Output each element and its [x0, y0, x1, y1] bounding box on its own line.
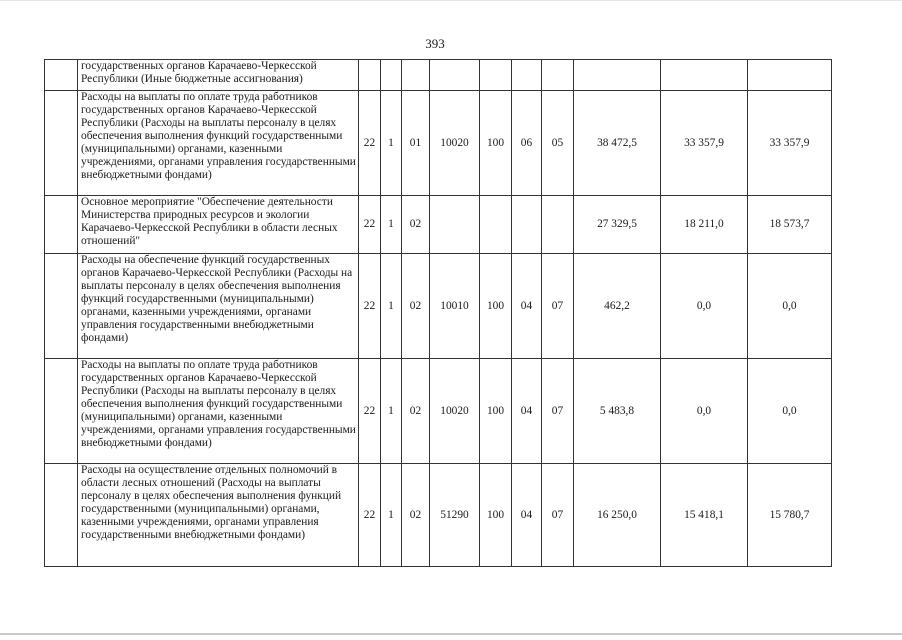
table-row: [45, 196, 832, 254]
amount-year-3-cell: 18 573,7: [748, 196, 832, 254]
expense-type-code-cell: [480, 196, 512, 254]
page-number: 393: [425, 36, 445, 51]
amount-year-1-cell: 27 329,5: [574, 196, 661, 254]
program-code-cell: 22: [359, 196, 381, 254]
program-code-cell: 22: [359, 359, 381, 464]
description-cell: Основное мероприятие "Обеспечение деятельности Министерства природных ресурсов и экологии Карачаево-Черкесской Республики в области лесных отношений": [78, 196, 359, 254]
direction-code-cell: 51290: [430, 464, 480, 567]
expense-type-code-cell: 100: [480, 254, 512, 359]
subprogram-code-cell: 1: [381, 359, 402, 464]
subsection-code-cell: [542, 196, 574, 254]
amount-year-3-cell: 33 357,9: [748, 91, 832, 196]
measure-code-cell: 02: [402, 464, 430, 567]
amount-year-2-cell: 33 357,9: [661, 91, 748, 196]
program-code-cell: 22: [359, 254, 381, 359]
table-row: [45, 254, 832, 359]
section-code-cell: 04: [512, 254, 542, 359]
table-row: [45, 60, 832, 91]
amount-year-3-cell: 0,0: [748, 359, 832, 464]
program-code-cell: 22: [359, 91, 381, 196]
section-code-cell: [512, 60, 542, 91]
measure-code-cell: 02: [402, 254, 430, 359]
subsection-code-cell: 07: [542, 464, 574, 567]
scan-top-edge: [0, 0, 902, 1]
row-number-cell: [45, 196, 78, 254]
budget-table: [44, 59, 832, 567]
section-code-cell: [512, 196, 542, 254]
subprogram-code-cell: 1: [381, 464, 402, 567]
direction-code-cell: [430, 60, 480, 91]
expense-type-code-cell: 100: [480, 359, 512, 464]
table-row: [45, 91, 832, 196]
subsection-code-cell: 07: [542, 254, 574, 359]
amount-year-2-cell: [661, 60, 748, 91]
amount-year-1-cell: 38 472,5: [574, 91, 661, 196]
expense-type-code-cell: 100: [480, 91, 512, 196]
subprogram-code-cell: 1: [381, 254, 402, 359]
amount-year-3-cell: [748, 60, 832, 91]
scan-bottom-edge: [0, 633, 902, 635]
subprogram-code-cell: 1: [381, 91, 402, 196]
amount-year-1-cell: 462,2: [574, 254, 661, 359]
amount-year-1-cell: 5 483,8: [574, 359, 661, 464]
row-number-cell: [45, 60, 78, 91]
program-code-cell: [359, 60, 381, 91]
description-cell: государственных органов Карачаево-Черкесской Республики (Иные бюджетные ассигнования): [78, 60, 359, 91]
direction-code-cell: 10020: [430, 359, 480, 464]
row-number-cell: [45, 254, 78, 359]
expense-type-code-cell: [480, 60, 512, 91]
measure-code-cell: 02: [402, 196, 430, 254]
expense-type-code-cell: 100: [480, 464, 512, 567]
section-code-cell: 04: [512, 359, 542, 464]
direction-code-cell: 10010: [430, 254, 480, 359]
subsection-code-cell: [542, 60, 574, 91]
amount-year-3-cell: 15 780,7: [748, 464, 832, 567]
row-number-cell: [45, 359, 78, 464]
description-cell: Расходы на выплаты по оплате труда работников государственных органов Карачаево-Черкесской Республики (Расходы на выплаты персоналу в целях обеспечения выполнения функций государственными (муниципальными) органами, казенными учреждениями, органами управления государственными внебюджетными фондами): [78, 359, 359, 464]
amount-year-1-cell: [574, 60, 661, 91]
amount-year-2-cell: 0,0: [661, 254, 748, 359]
amount-year-2-cell: 18 211,0: [661, 196, 748, 254]
table-row: [45, 359, 832, 464]
row-number-cell: [45, 91, 78, 196]
amount-year-2-cell: 0,0: [661, 359, 748, 464]
section-code-cell: 06: [512, 91, 542, 196]
measure-code-cell: 02: [402, 359, 430, 464]
table-row: [45, 464, 832, 567]
program-code-cell: 22: [359, 464, 381, 567]
section-code-cell: 04: [512, 464, 542, 567]
measure-code-cell: [402, 60, 430, 91]
amount-year-3-cell: 0,0: [748, 254, 832, 359]
direction-code-cell: 10020: [430, 91, 480, 196]
direction-code-cell: [430, 196, 480, 254]
table-body: [45, 60, 832, 567]
amount-year-2-cell: 15 418,1: [661, 464, 748, 567]
subprogram-code-cell: [381, 60, 402, 91]
measure-code-cell: 01: [402, 91, 430, 196]
description-cell: Расходы на осуществление отдельных полномочий в области лесных отношений (Расходы на выплаты персоналу в целях обеспечения выполнения функций государственными (муниципальными) органами, казенными учреждениями, органами управления государственными внебюджетными фондами): [78, 464, 359, 567]
description-cell: Расходы на обеспечение функций государственных органов Карачаево-Черкесской Республики (Расходы на выплаты персоналу в целях обеспечения выполнения функций государственными (муниципальными) органами, казенными учреждениями, органами управления государственными внебюджетными фондами): [78, 254, 359, 359]
description-cell: Расходы на выплаты по оплате труда работников государственных органов Карачаево-Черкесской Республики (Расходы на выплаты персоналу в целях обеспечения выполнения функций государственными (муниципальными) органами, казенными учреждениями, органами управления государственными внебюджетными фондами): [78, 91, 359, 196]
subprogram-code-cell: 1: [381, 196, 402, 254]
subsection-code-cell: 05: [542, 91, 574, 196]
row-number-cell: [45, 464, 78, 567]
subsection-code-cell: 07: [542, 359, 574, 464]
amount-year-1-cell: 16 250,0: [574, 464, 661, 567]
